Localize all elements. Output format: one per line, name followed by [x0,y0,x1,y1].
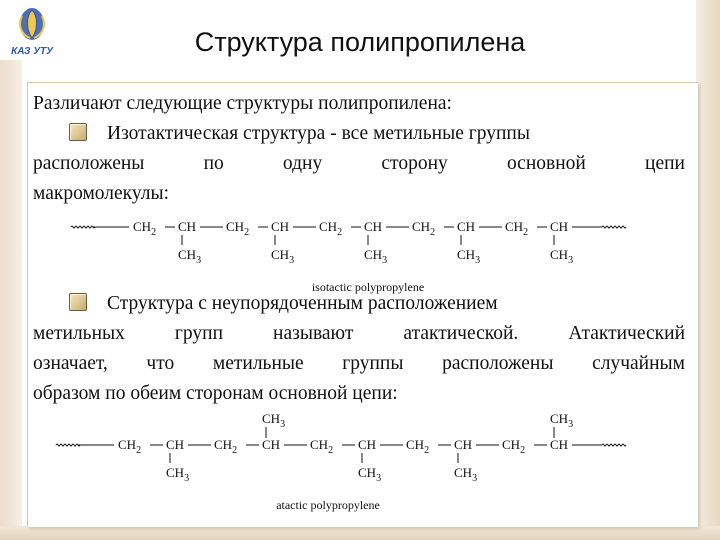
methyl-group-below: $CH_3$ [178,247,202,266]
chain-group-ch2: $CH_2$ [214,437,238,456]
methyl-group-below: $CH_3$ [454,465,478,484]
chain-end-right [602,444,626,446]
chain-group-ch2: $CH_2$ [505,219,529,238]
isotactic-text-line1: Изотактическая структура - все метильные группы [107,123,530,144]
chain-group-ch: CH [358,437,377,452]
methyl-group-below: $CH_3$ [364,247,388,266]
chain-group-ch: CH [550,437,569,452]
decorative-border-left [0,60,22,540]
atactic-text-line3: означает, что метильные группы расположены случайным [33,353,685,374]
chain-group-ch2: $CH_2$ [406,437,430,456]
slide-title: Структура полипропилена [194,27,526,57]
chain-end-left [71,226,95,228]
chain-group-ch2: $CH_2$ [502,437,526,456]
methyl-group-above: $CH_3$ [550,411,574,430]
methyl-group-below: $CH_3$ [550,247,574,266]
chain-group-ch: CH [178,219,197,234]
isotactic-text-line3: макромолекулы: [33,183,170,204]
decorative-border-right [696,0,720,540]
chain-group-ch2: $CH_2$ [133,219,157,238]
methyl-group-below: $CH_3$ [457,247,481,266]
chain-group-ch: CH [262,437,281,452]
chain-group-ch: CH [166,437,185,452]
chain-group-ch: CH [364,219,383,234]
chain-end-left [56,444,80,446]
methyl-group-above: $CH_3$ [262,411,286,430]
atactic-text-line4: образом по обеим сторонам основной цепи: [33,383,398,404]
chain-end-right [602,226,626,228]
isotactic-text-line2: расположены по одну сторону основной цепи [33,153,685,174]
logo-text: КАЗ УТУ [11,46,53,57]
intro-paragraph: Различают следующие структуры полипропилена: [33,93,452,114]
chain-group-ch2: $CH_2$ [310,437,334,456]
atactic-polypropylene-diagram [38,411,678,515]
chain-group-ch2: $CH_2$ [118,437,142,456]
chain-group-ch: CH [457,219,476,234]
chain-group-ch2: $CH_2$ [226,219,250,238]
chain-group-ch: CH [271,219,290,234]
isotactic-polypropylene-diagram [68,211,668,295]
isotactic-paragraph-line1 [33,119,685,149]
decorative-border-bottom [0,526,720,540]
content-panel [27,82,698,527]
atactic-text-line2: метильных групп называют атактической. Атактический [33,323,685,344]
chain-group-ch: CH [550,219,569,234]
chain-group-ch2: $CH_2$ [412,219,436,238]
bullet-icon [69,293,87,311]
methyl-group-below: $CH_3$ [271,247,295,266]
isotactic-caption: isotactic polypropylene [311,280,425,294]
atactic-text-line1: Структура с неупорядоченным расположением [107,293,498,314]
atactic-paragraph-line1 [33,289,685,319]
methyl-group-below: $CH_3$ [166,465,190,484]
chain-group-ch2: $CH_2$ [319,219,343,238]
chain-group-ch: CH [454,437,473,452]
methyl-group-below: $CH_3$ [358,465,382,484]
atactic-caption: atactic polypropylene [276,498,380,512]
bullet-icon [69,123,87,141]
